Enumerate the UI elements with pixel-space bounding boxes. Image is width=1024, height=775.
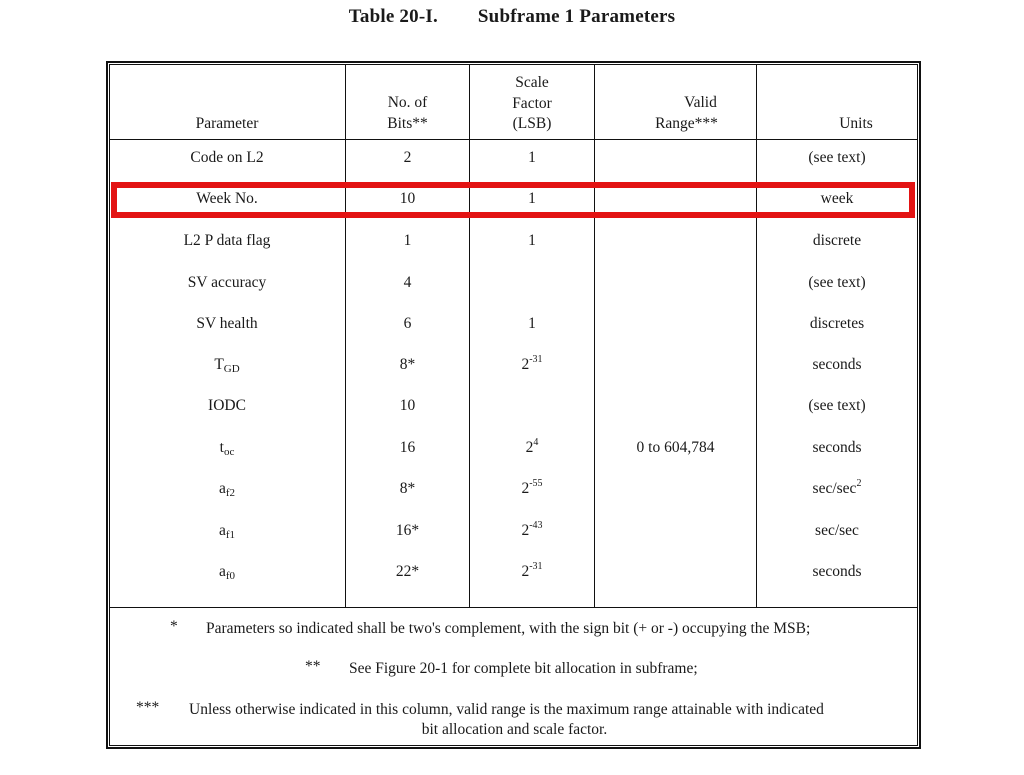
units-exponent: 2 bbox=[856, 478, 862, 489]
row-scale bbox=[470, 438, 594, 458]
row-units: (see text) bbox=[808, 149, 866, 166]
row-parameter: SV health bbox=[196, 315, 258, 332]
header-units: Units bbox=[839, 115, 873, 132]
row-scale bbox=[470, 355, 594, 375]
row-parameter: Week No. bbox=[196, 190, 258, 207]
row-bits: 16 bbox=[399, 439, 416, 456]
note-2-text: See Figure 20-1 for complete bit allocation in subframe; bbox=[349, 660, 698, 677]
note-3-text-line1: Unless otherwise indicated in this column, valid range is the maximum range attainable with indicated bbox=[189, 701, 824, 718]
row-parameter bbox=[110, 479, 344, 499]
header-parameter: Parameter bbox=[195, 115, 259, 132]
row-parameter: Code on L2 bbox=[190, 149, 264, 166]
row-bits: 10 bbox=[399, 397, 416, 414]
row-units: (see text) bbox=[808, 274, 866, 291]
table-title bbox=[0, 6, 1024, 28]
row-valid-range: 0 to 604,784 bbox=[636, 439, 715, 456]
row-parameter bbox=[110, 521, 344, 541]
row-bits: 2 bbox=[403, 149, 412, 166]
row-parameter bbox=[110, 355, 344, 375]
param-main: a bbox=[218, 563, 226, 580]
row-units: seconds bbox=[812, 439, 862, 456]
param-subscript: oc bbox=[223, 446, 235, 458]
table-number: Table 20-I. bbox=[348, 6, 438, 27]
header-divider bbox=[109, 139, 918, 140]
header-bits-line2: Bits** bbox=[387, 114, 428, 132]
note-3-mark: *** bbox=[136, 699, 160, 716]
row-scale: 1 bbox=[528, 232, 536, 249]
units-main: sec/sec bbox=[812, 480, 857, 497]
row-bits: 8* bbox=[399, 480, 416, 497]
row-units: discrete bbox=[812, 232, 862, 249]
header-scale-line1: Scale bbox=[515, 74, 549, 91]
param-main: t bbox=[219, 439, 224, 456]
column-divider bbox=[594, 64, 595, 608]
param-subscript: f0 bbox=[225, 570, 236, 582]
scale-exponent: 4 bbox=[533, 437, 539, 448]
row-parameter bbox=[110, 562, 344, 582]
param-main: a bbox=[218, 480, 226, 497]
header-range-line1: Valid bbox=[684, 94, 717, 111]
table-title-text: Subframe 1 Parameters bbox=[477, 6, 676, 27]
row-bits: 6 bbox=[403, 315, 412, 332]
scale-base: 2 bbox=[521, 356, 530, 373]
scale-base: 2 bbox=[521, 480, 530, 497]
row-scale bbox=[470, 521, 594, 541]
header-scale-line2: Factor bbox=[512, 94, 552, 112]
header-bits-line1: No. of bbox=[387, 94, 428, 111]
row-scale: 1 bbox=[528, 149, 536, 166]
row-bits: 1 bbox=[403, 232, 412, 249]
row-units: week bbox=[820, 190, 854, 207]
row-scale bbox=[470, 562, 594, 582]
note-3-text-line2: bit allocation and scale factor. bbox=[421, 721, 608, 738]
row-bits: 4 bbox=[403, 274, 412, 291]
header-range bbox=[595, 93, 756, 134]
header-range-line2: Range*** bbox=[655, 114, 718, 132]
week-row-highlight bbox=[111, 182, 915, 218]
row-scale: 1 bbox=[528, 315, 536, 332]
notes-divider bbox=[109, 607, 918, 608]
param-subscript: f2 bbox=[225, 487, 236, 499]
row-scale: 1 bbox=[528, 190, 536, 207]
header-scale-line3: (LSB) bbox=[512, 115, 552, 132]
row-units: seconds bbox=[812, 563, 862, 580]
row-parameter bbox=[110, 438, 344, 458]
scale-exponent: -43 bbox=[529, 520, 543, 531]
row-bits: 22* bbox=[395, 563, 420, 580]
note-2-mark: ** bbox=[305, 658, 321, 675]
scale-exponent: -31 bbox=[529, 354, 543, 365]
header-scale bbox=[470, 73, 594, 135]
row-units: sec/sec bbox=[815, 522, 859, 539]
row-scale bbox=[470, 479, 594, 499]
param-subscript: f1 bbox=[225, 529, 236, 541]
param-main: T bbox=[214, 356, 224, 373]
header-bits bbox=[346, 93, 469, 134]
scale-exponent: -31 bbox=[529, 561, 543, 572]
row-units: discretes bbox=[809, 315, 865, 332]
scale-base: 2 bbox=[525, 439, 534, 456]
row-units bbox=[757, 479, 917, 499]
row-parameter: SV accuracy bbox=[187, 274, 267, 291]
row-bits: 16* bbox=[395, 522, 420, 539]
row-parameter: L2 P data flag bbox=[183, 232, 271, 249]
note-1-mark: * bbox=[170, 618, 178, 635]
row-bits: 8* bbox=[399, 356, 416, 373]
param-subscript: GD bbox=[223, 363, 240, 375]
row-units: (see text) bbox=[808, 397, 866, 414]
row-parameter: IODC bbox=[208, 397, 246, 414]
scale-exponent: -55 bbox=[529, 478, 543, 489]
scale-base: 2 bbox=[521, 522, 530, 539]
scale-base: 2 bbox=[521, 563, 530, 580]
row-units: seconds bbox=[812, 356, 862, 373]
param-main: a bbox=[218, 522, 226, 539]
row-bits: 10 bbox=[399, 190, 416, 207]
note-1-text: Parameters so indicated shall be two's complement, with the sign bit (+ or -) occupying the MSB; bbox=[206, 620, 811, 637]
